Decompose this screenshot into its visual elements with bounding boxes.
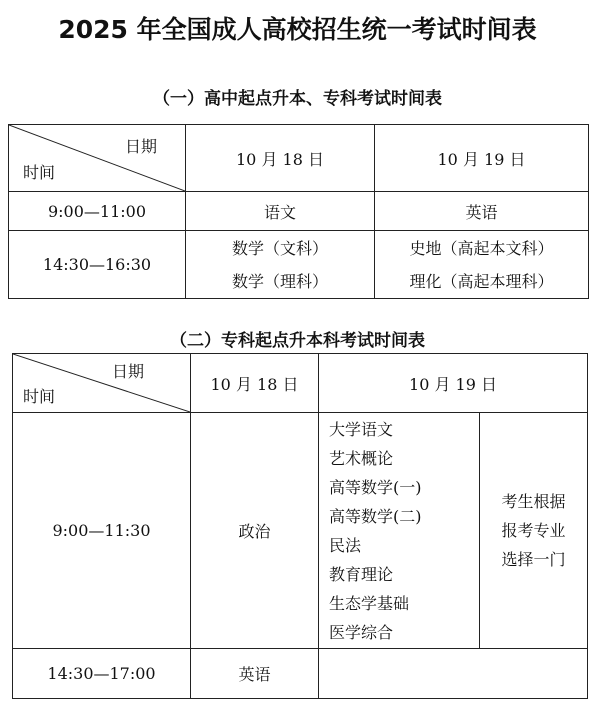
subject-cell [186,231,375,299]
subject-text: 史地（高起本文科） [409,238,554,258]
elective-subject-list [319,413,480,649]
time-label: 时间 [23,387,56,406]
header-corner-cell [13,354,191,413]
page-title: 2025 年全国成人高校招生统一考试时间表 [58,15,537,44]
selection-note-cell [480,413,588,649]
schedule-table-1 [8,124,589,299]
subject-cell: 政治 [191,413,319,649]
list-item: 高等数学(二) [329,506,422,526]
list-item: 民法 [329,535,362,555]
header-corner-cell [9,125,186,192]
time-cell: 9:00—11:30 [13,413,191,649]
list-item: 高等数学(一) [329,477,422,497]
day2-header: 10 月 19 日 [319,354,588,413]
time-cell: 9:00—11:00 [9,192,186,231]
time-cell: 14:30—17:00 [13,649,191,699]
schedule-table-2 [12,353,588,699]
empty-cell [319,649,588,699]
subject-cell: 英语 [375,192,589,231]
section1-heading: （一）高中起点升本、专科考试时间表 [153,89,442,109]
list-item: 教育理论 [329,564,394,584]
list-item: 大学语文 [329,419,394,439]
subject-cell: 语文 [186,192,375,231]
day2-header: 10 月 19 日 [375,125,589,192]
time-cell: 14:30—16:30 [9,231,186,299]
note-line: 考生根据 [501,492,566,511]
day1-header: 10 月 18 日 [186,125,375,192]
subject-text: 数学（理科） [231,271,328,291]
note-line: 选择一门 [501,550,566,569]
date-label: 日期 [111,362,144,381]
date-label: 日期 [124,137,157,156]
day1-header: 10 月 18 日 [191,354,319,413]
subject-text: 理化（高起本理科） [409,271,554,291]
list-item: 医学综合 [329,622,394,642]
section2-heading: （二）专科起点升本科考试时间表 [170,331,425,351]
subject-cell [375,231,589,299]
list-item: 生态学基础 [329,593,410,613]
time-label: 时间 [23,163,56,182]
subject-cell: 英语 [191,649,319,699]
list-item: 艺术概论 [329,448,394,468]
note-line: 报考专业 [501,521,566,540]
subject-text: 数学（文科） [231,238,328,258]
